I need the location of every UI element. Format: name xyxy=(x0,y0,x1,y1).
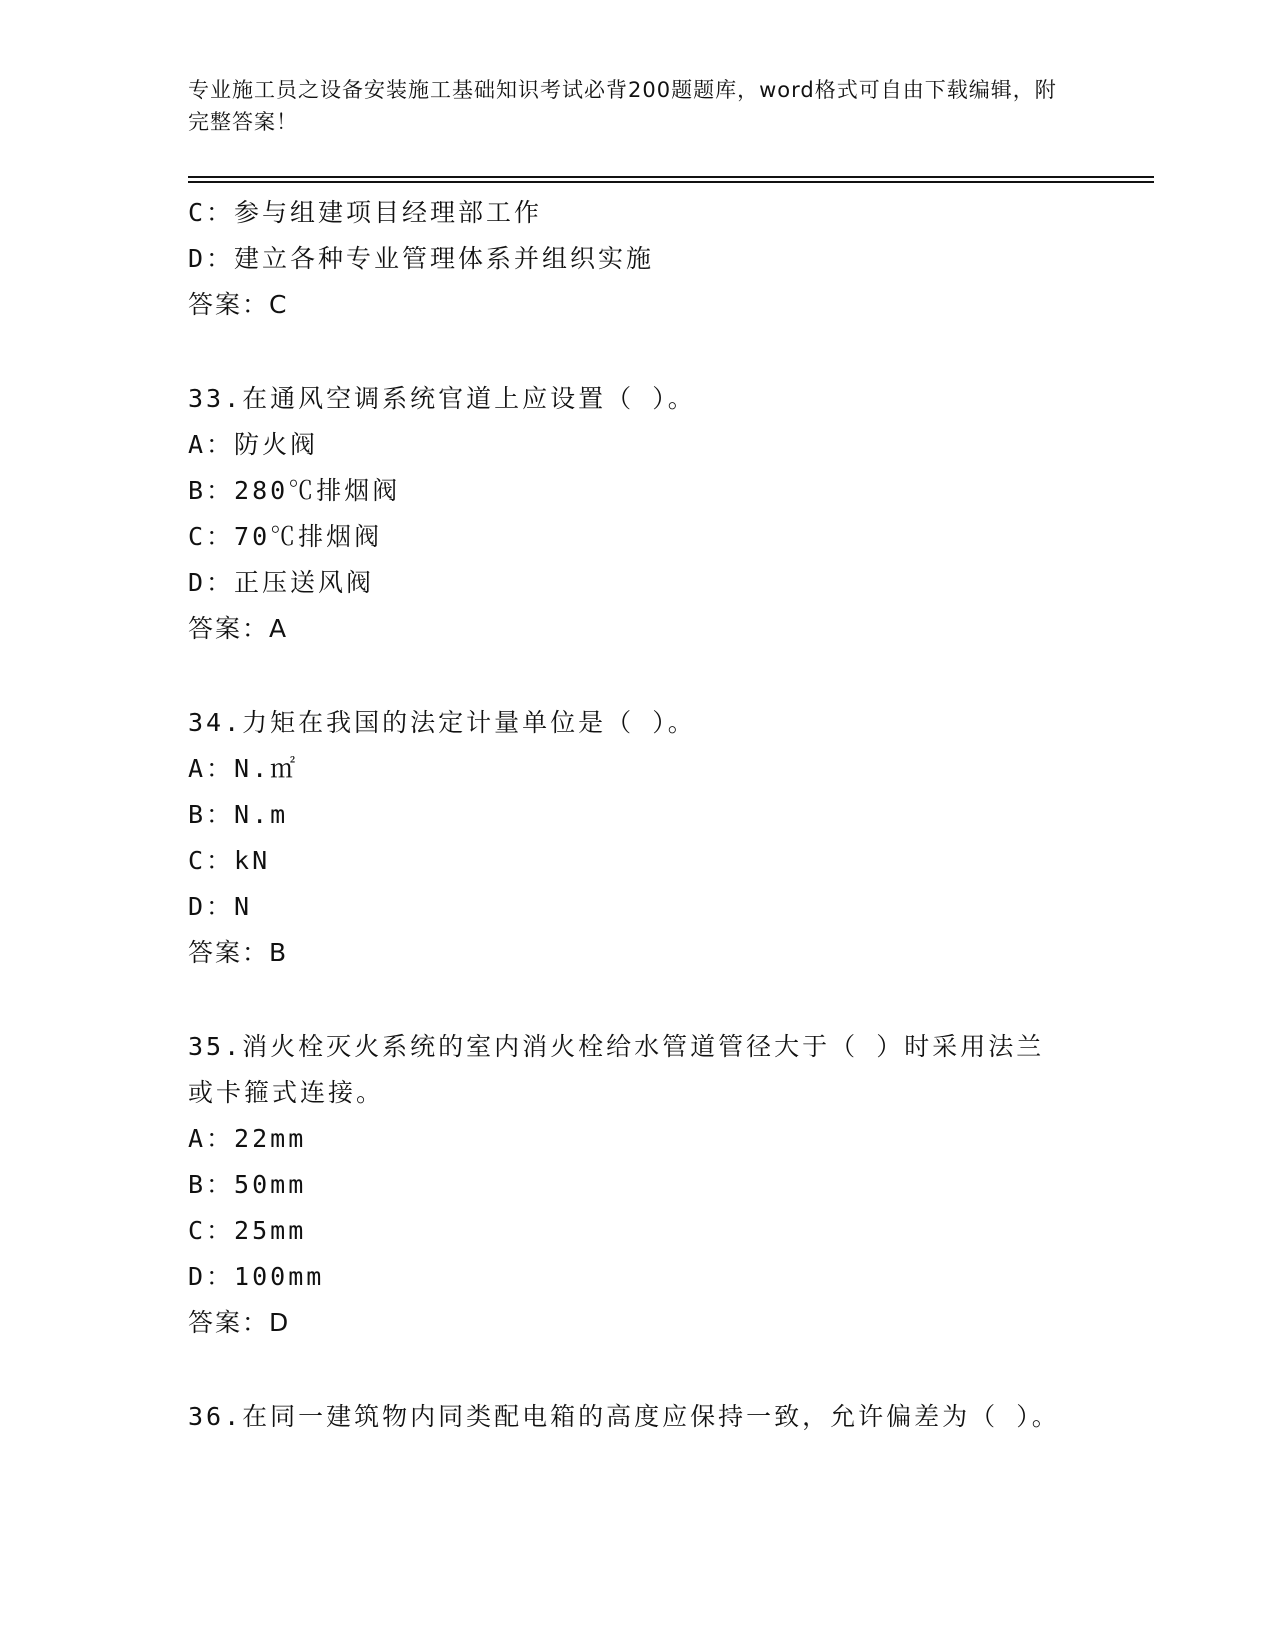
answer-label: 答案：A xyxy=(188,614,289,643)
question-text: 34.力矩在我国的法定计量单位是（ ）。 xyxy=(188,708,696,737)
answer-label: 答案：B xyxy=(188,938,289,967)
question-text: 36.在同一建筑物内同类配电箱的高度应保持一致，允许偏差为（ ）。 xyxy=(188,1402,1060,1431)
option-c: C：70℃排烟阀 xyxy=(188,522,383,551)
question-block-34 xyxy=(188,700,1068,976)
option-c: C：25mm xyxy=(188,1216,307,1245)
option-d: D：100mm xyxy=(188,1262,325,1291)
option-c: C：kN xyxy=(188,846,271,875)
document-header: 专业施工员之设备安装施工基础知识考试必背200题题库，word格式可自由下载编辑，附完整答案！ xyxy=(188,78,1057,134)
question-text: 35.消火栓灭火系统的室内消火栓给水管道管径大于（ ）时采用法兰或卡箍式连接。 xyxy=(188,1032,1045,1107)
header-rule-bottom xyxy=(188,181,1154,183)
answer-label: 答案：C xyxy=(188,290,289,319)
option-c: C：参与组建项目经理部工作 xyxy=(188,198,543,227)
question-text: 33.在通风空调系统官道上应设置（ ）。 xyxy=(188,384,696,413)
question-list xyxy=(188,190,1068,1440)
option-b: B：N.m xyxy=(188,800,289,829)
header-rule-top xyxy=(188,176,1154,178)
question-block-36 xyxy=(188,1394,1068,1440)
option-a: A：N.㎡ xyxy=(188,754,299,783)
option-d: D：N xyxy=(188,892,253,921)
question-block-32 xyxy=(188,190,1068,328)
option-b: B：280℃排烟阀 xyxy=(188,476,401,505)
question-block-35 xyxy=(188,1024,1068,1346)
option-d: D：建立各种专业管理体系并组织实施 xyxy=(188,244,655,273)
option-a: A：防火阀 xyxy=(188,430,319,459)
question-block-33 xyxy=(188,376,1068,652)
option-b: B：50mm xyxy=(188,1170,307,1199)
option-d: D：正压送风阀 xyxy=(188,568,375,597)
answer-label: 答案：D xyxy=(188,1308,291,1337)
option-a: A：22mm xyxy=(188,1124,307,1153)
